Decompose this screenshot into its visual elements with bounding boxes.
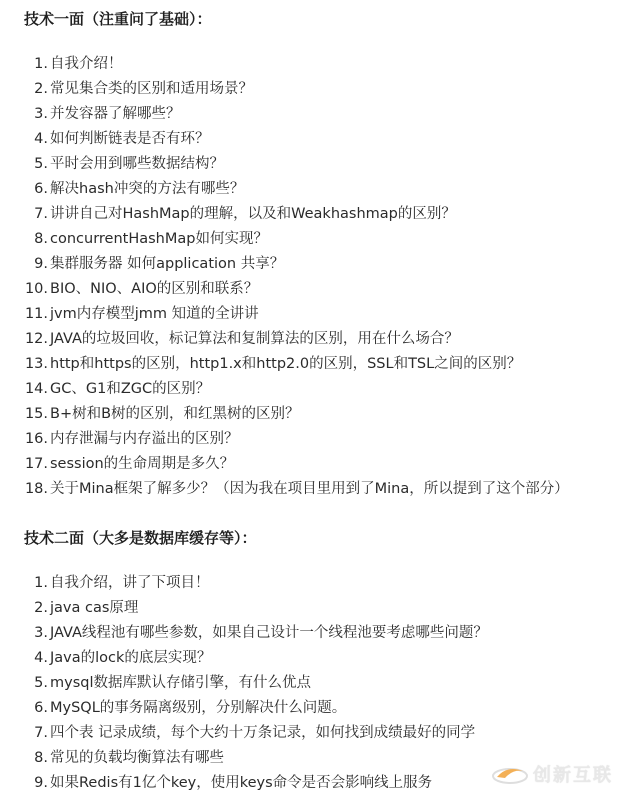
list-item [0,327,627,352]
list-item-number: 10. [24,281,48,297]
section2-title: 技术二面（大多是数据库缓存等）： [24,529,257,547]
watermark-logo-icon [491,763,529,785]
list-item-text: B+树和B树的区别，和红黑树的区别？ [50,406,300,422]
list-item-number: 9. [34,775,48,791]
list-item-number: 14. [24,381,48,397]
list-item [0,302,627,327]
list-item [0,646,627,671]
list-item [0,152,627,177]
list-item [0,721,627,746]
list-item-number: 13. [24,356,48,372]
list-item [0,52,627,77]
list-item-number: 8. [34,231,48,247]
section1-question-list [0,52,627,502]
list-item-number: 5. [34,675,48,691]
list-item [0,696,627,721]
list-item-number: 15. [24,406,48,422]
list-item-text: 自我介绍！ [50,56,123,72]
list-item-text: 集群服务器 如何application 共享？ [50,256,285,272]
list-item-text: 解决hash冲突的方法有哪些？ [50,181,245,197]
list-item-text: 自我介绍，讲了下项目！ [50,575,210,591]
list-item-text: GC、G1和ZGC的区别？ [50,381,211,397]
list-item-number: 4. [34,131,48,147]
list-item-text: http和https的区别，http1.x和http2.0的区别，SSL和TSL之间的区别？ [50,356,522,372]
list-item-number: 4. [34,650,48,666]
list-item [0,202,627,227]
list-item [0,227,627,252]
list-item-number: 12. [24,331,48,347]
list-item [0,571,627,596]
list-item-number: 18. [24,481,48,497]
watermark [491,761,613,787]
list-item-text: Java的lock的底层实现？ [50,650,212,666]
list-item-text: 如何判断链表是否有环？ [50,131,210,147]
list-item [0,477,627,502]
list-item-text: 常见集合类的区别和适用场景？ [50,81,253,97]
list-item-number: 17. [24,456,48,472]
section1-title: 技术一面（注重问了基础）： [24,10,212,28]
list-item-number: 1. [34,575,48,591]
list-item-number: 16. [24,431,48,447]
list-item-text: mysql数据库默认存储引擎，有什么优点 [50,675,311,691]
list-item-text: jvm内存模型jmm 知道的全讲讲 [50,306,259,322]
list-item [0,402,627,427]
list-item-text: 常见的负载均衡算法有哪些 [50,750,224,766]
list-item [0,77,627,102]
list-item [0,277,627,302]
list-item-number: 9. [34,256,48,272]
list-item [0,427,627,452]
list-item [0,102,627,127]
list-item-number: 7. [34,206,48,222]
list-item-text: session的生命周期是多久？ [50,456,235,472]
list-item [0,596,627,621]
list-item-number: 2. [34,81,48,97]
list-item-text: concurrentHashMap如何实现？ [50,231,268,247]
list-item-text: MySQL的事务隔离级别，分别解决什么问题。 [50,700,347,716]
list-item-number: 2. [34,600,48,616]
list-item-text: 平时会用到哪些数据结构？ [50,156,224,172]
list-item [0,452,627,477]
list-item-text: JAVA的垃圾回收，标记算法和复制算法的区别，用在什么场合？ [50,331,459,347]
list-item [0,377,627,402]
list-item-number: 1. [34,56,48,72]
list-item [0,621,627,646]
list-item-text: 讲讲自己对HashMap的理解，以及和Weakhashmap的区别？ [50,206,456,222]
list-item-text: 四个表 记录成绩，每个大约十万条记录，如何找到成绩最好的同学 [50,725,476,741]
list-item-text: 如果Redis有1亿个key，使用keys命令是否会影响线上服务 [50,775,433,791]
list-item-number: 3. [34,106,48,122]
list-item-text: 内存泄漏与内存溢出的区别？ [50,431,239,447]
list-item-number: 8. [34,750,48,766]
list-item-text: 关于Mina框架了解多少？（因为我在项目里用到了Mina，所以提到了这个部分） [50,481,569,497]
list-item-text: 并发容器了解哪些？ [50,106,181,122]
list-item-number: 6. [34,181,48,197]
list-item-text: BIO、NIO、AIO的区别和联系？ [50,281,259,297]
list-item [0,177,627,202]
list-item-text: java cas原理 [50,600,139,616]
list-item [0,352,627,377]
list-item-number: 3. [34,625,48,641]
list-item-number: 5. [34,156,48,172]
list-item-text: JAVA线程池有哪些参数，如果自己设计一个线程池要考虑哪些问题？ [50,625,488,641]
list-item-number: 11. [24,306,48,322]
watermark-text: 创新互联 [533,765,613,786]
list-item [0,252,627,277]
list-item [0,127,627,152]
list-item-number: 6. [34,700,48,716]
list-item-number: 7. [34,725,48,741]
list-item [0,671,627,696]
